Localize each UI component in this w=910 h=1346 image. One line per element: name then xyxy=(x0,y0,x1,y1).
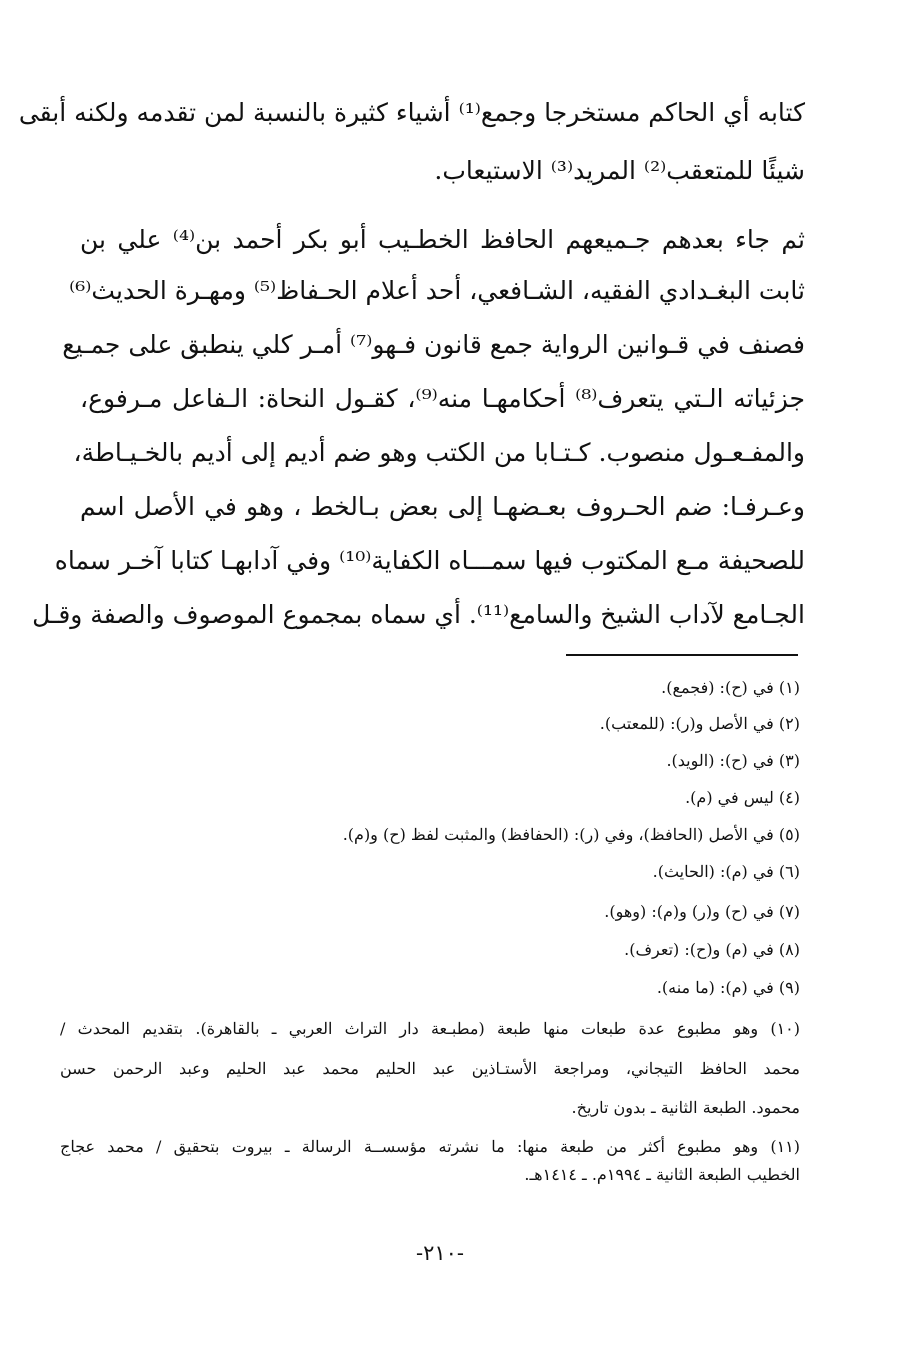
footnote-10-line-3: محمود. الطبعة الثانية ـ بدون تاريخ. xyxy=(571,1098,800,1117)
footnote-6: (٦) في (م): (الحايث). xyxy=(652,862,800,881)
footnote-10-line-1: (١٠) وهو مطبوع عدة طبعات منها طبعة (مطبـعة دار التراث العربي ـ بالقاهرة). بتقديم المحدث / xyxy=(60,1019,801,1038)
footnote-10-line-2: محمد الحافظ التيجاني، ومراجعة الأستـاذين عبد الحليم محمد عبد الحليم وعبد الرحمن حسن xyxy=(60,1059,800,1078)
body-line-2: شيئًا للمتعقب⁽²⁾ المريد⁽³⁾ الاستيعاب. xyxy=(434,156,805,185)
body-line-3: ثم جاء بعدهم جـميعهم الحافظ الخطـيب أبو بكر أحمد بن⁽⁴⁾ علي بن xyxy=(80,225,805,254)
body-line-4: ثابت البغـدادي الفقيه، الشـافعي، أحد أعلام الحـفاظ⁽⁵⁾ ومهـرة الحديث⁽⁶⁾ xyxy=(69,276,805,305)
footnote-9: (٩) في (م): (ما منه). xyxy=(656,978,800,997)
footnote-7: (٧) في (ح) و(ر) و(م): (وهو). xyxy=(604,902,800,921)
body-line-8: وعـرفـا: ضم الحـروف بعـضهـا إلى بعض بـالخط ، وهو في الأصل اسم xyxy=(80,492,805,521)
footnote-2: (٢) في الأصل و(ر): (للمعتب). xyxy=(599,714,800,733)
body-line-7: والمفـعـول منصوب. كـتـابا من الكتب وهو ضم أديم إلى أديم بالخـيـاطة، xyxy=(73,438,805,467)
footnote-11-line-2: الخطيب الطبعة الثانية ـ ١٩٩٤م. ـ ١٤١٤هـ. xyxy=(524,1165,800,1184)
footnote-5: (٥) في الأصل (الحافظ)، وفي (ر): (الحفافظ) والمثبت لفظ (ح) و(م). xyxy=(342,825,800,844)
footnote-11-line-1: (١١) وهو مطبوع أكثر من طبعة منها: ما نشرته مؤسســة الرسالة ـ بيروت بتحقيق / محمد عجاج xyxy=(60,1137,800,1156)
page-number: -٢١٠- xyxy=(415,1241,465,1265)
footnote-8: (٨) في (م) و(ح): (تعرف). xyxy=(624,940,800,959)
body-line-5: فصنف في قـوانين الرواية جمع قانون فـهو⁽⁷⁾ أمـر كلي ينطبق على جمـيع xyxy=(62,330,805,359)
footnote-1: (١) في (ح): (فجمع). xyxy=(661,678,800,697)
footnote-separator xyxy=(566,654,798,656)
body-line-1: كتابه أي الحاكم مستخرجا وجمع⁽¹⁾ أشياء كثيرة بالنسبة لمن تقدمه ولكنه أبقى xyxy=(18,98,805,127)
footnote-3: (٣) في (ح): (الويد). xyxy=(666,751,800,770)
body-line-10: الجـامع لآداب الشيخ والسامع⁽¹¹⁾. أي سماه بمجموع الموصوف والصفة وقـل xyxy=(32,600,805,629)
footnote-4: (٤) ليس في (م). xyxy=(685,788,800,807)
body-line-6: جزئياته الـتي يتعرف⁽⁸⁾ أحكامهـا منه⁽⁹⁾، كقـول النحاة: الـفاعل مـرفوع، xyxy=(80,384,805,413)
body-line-9: للصحيفة مـع المكتوب فيها سمـــاه الكفاية⁽¹⁰⁾ وفي آدابهـا كتابا آخـر سماه xyxy=(54,546,805,575)
